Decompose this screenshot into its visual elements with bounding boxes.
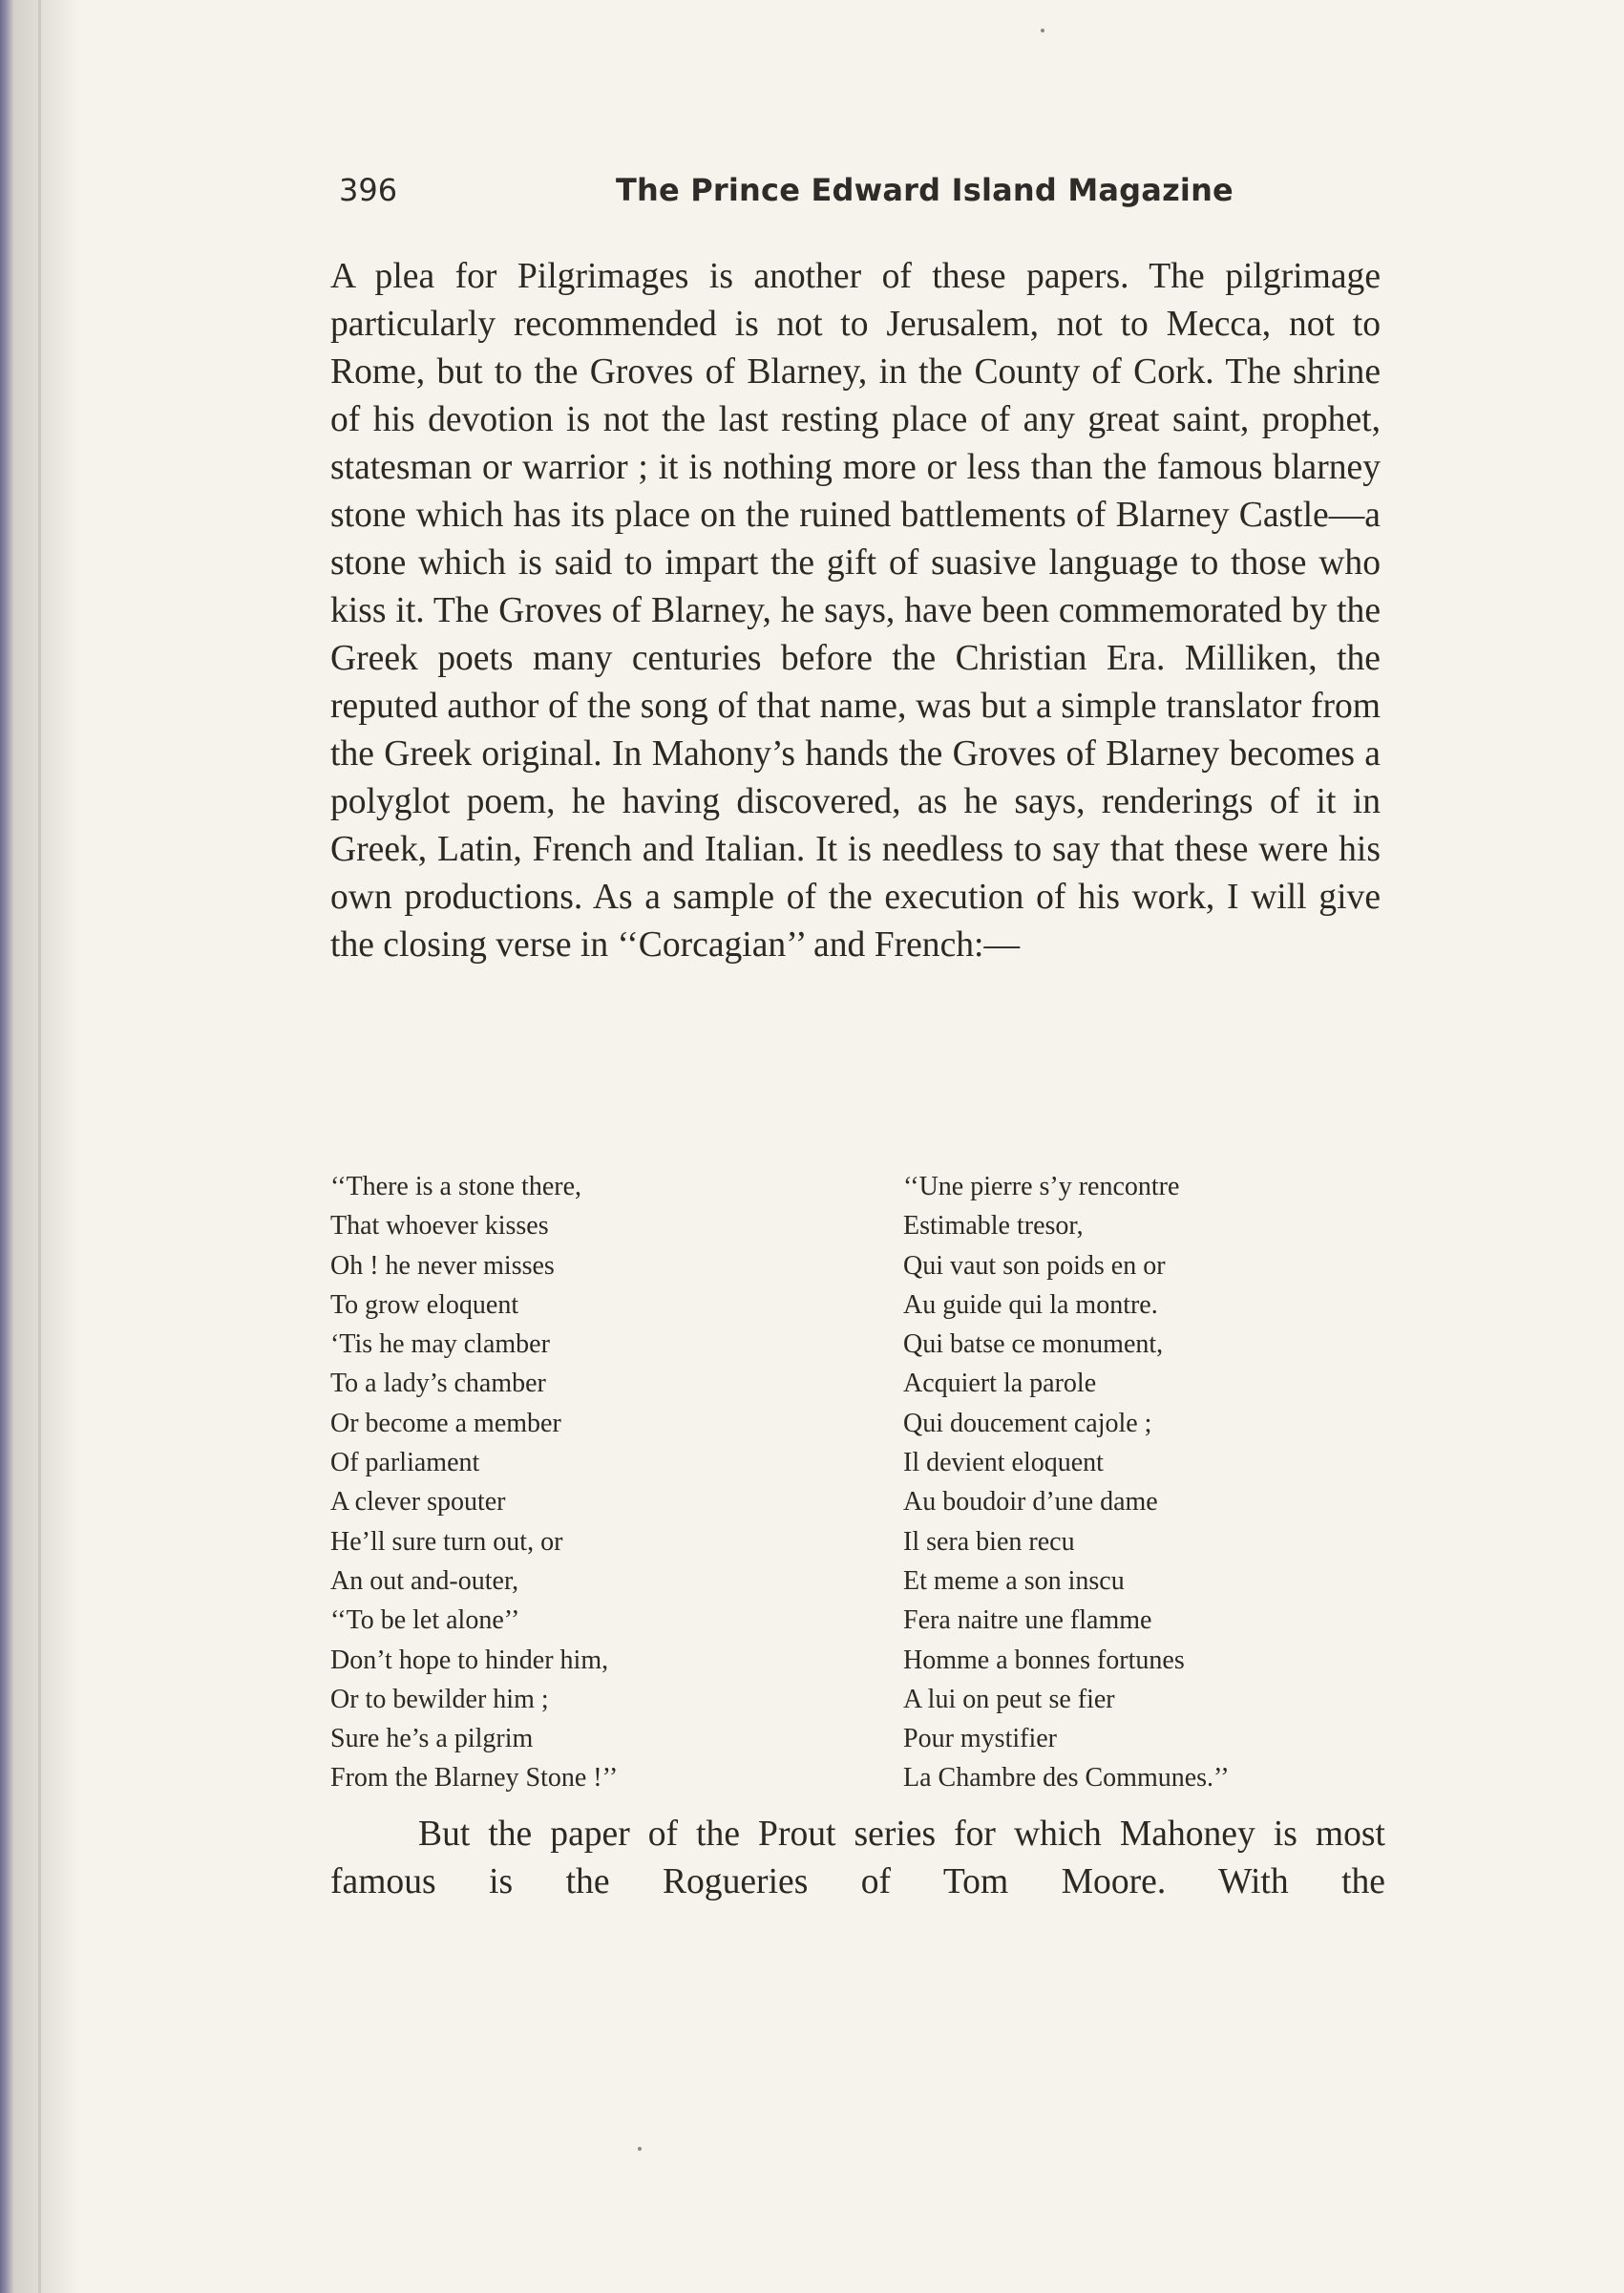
french-verse-line: Qui doucement cajole ; xyxy=(903,1408,1152,1438)
french-verse-line: Qui batse ce monument, xyxy=(903,1329,1164,1360)
french-verse-line: Au boudoir d’une dame xyxy=(903,1487,1158,1518)
french-verse-line: A lui on peut se fier xyxy=(903,1684,1115,1714)
closing-text xyxy=(330,1811,1385,1906)
french-verse-line: Homme a bonnes fortunes xyxy=(903,1645,1185,1675)
english-verse-line: That whoever kisses xyxy=(330,1211,549,1242)
french-verse-line: Il devient eloquent xyxy=(903,1448,1104,1478)
book-binding-edge xyxy=(0,0,13,2293)
english-verse-line: A clever spouter xyxy=(330,1487,506,1518)
english-verse-line: From the Blarney Stone !’’ xyxy=(330,1763,619,1794)
verse-english-column xyxy=(330,1167,618,1798)
english-verse-line: He’ll sure turn out, or xyxy=(330,1526,563,1557)
french-verse-line: Pour mystifier xyxy=(903,1724,1057,1754)
french-verse-line: Il sera bien recu xyxy=(903,1526,1075,1557)
english-verse-line: Of parliament xyxy=(330,1448,480,1478)
running-head xyxy=(339,172,1234,220)
paper-speck xyxy=(1041,29,1044,32)
french-verse-line: Estimable tresor, xyxy=(903,1211,1084,1242)
paragraph-rogueries: But the paper of the Prout series for which Mahoney is most famous is the Rogueries of Tom Moore. With the xyxy=(330,1815,1385,1901)
french-verse-line: Fera naitre une flamme xyxy=(903,1605,1152,1636)
page-fold-line xyxy=(38,0,41,2293)
english-verse-line: ‘‘There is a stone there, xyxy=(330,1172,582,1201)
french-verse-line: Qui vaut son poids en or xyxy=(903,1250,1166,1281)
english-verse-line: To grow eloquent xyxy=(330,1289,519,1320)
binding-shadow xyxy=(13,0,80,2293)
verse-french-column xyxy=(903,1167,1230,1798)
paper-speck xyxy=(638,2147,642,2151)
body-text xyxy=(330,253,1381,969)
french-verse-line: Et meme a son inscu xyxy=(903,1565,1125,1596)
page-number: 396 xyxy=(339,172,398,208)
magazine-title: The Prince Edward Island Magazine xyxy=(616,172,1234,208)
english-verse-line: To a lady’s chamber xyxy=(330,1369,546,1399)
english-verse-line: ‘‘To be let alone’’ xyxy=(330,1605,520,1636)
english-verse-line: Or become a member xyxy=(330,1408,561,1438)
english-verse-line: ‘Tis he may clamber xyxy=(330,1329,550,1360)
french-verse-line: Au guide qui la montre. xyxy=(903,1289,1158,1320)
french-verse-line: Acquiert la parole xyxy=(903,1369,1097,1399)
english-verse-line: An out and-outer, xyxy=(330,1565,519,1596)
french-verse-line: La Chambre des Communes.’’ xyxy=(903,1763,1230,1794)
paragraph-pilgrimages: A plea for Pilgrimages is another of these papers. The pilgrimage particularly recommended is not to Jerusalem, not to Mecca, not to Rome, but to the Groves of Blarney, in the County of Cork. The shrine of his devotion is not the last resting place of any great saint, prophet, statesman or warrior ; it is nothing more or less than the famous blarney stone which has its place on the ruined battlements of Blarney Castle—a stone which is said to impart the gift of suasive language to those who kiss it. The Groves of Blarney, he says, have been commemorated by the Greek poets many centuries before the Christian Era. Milliken, the reputed author of the song of that name, was but a simple translator from the Greek original. In Mahony’s hands the Groves of Blarney becomes a polyglot poem, he having discovered, as he says, renderings of it in Greek, Latin, French and Italian. It is needless to say that these were his own productions. As a sample of the execution of his work, I will give the closing verse in ‘‘Corcagian’’ and French:— xyxy=(330,257,1381,965)
french-verse-line: ‘‘Une pierre s’y rencontre xyxy=(903,1172,1180,1201)
english-verse-line: Oh ! he never misses xyxy=(330,1250,555,1281)
english-verse-line: Or to bewilder him ; xyxy=(330,1684,549,1714)
english-verse-line: Sure he’s a pilgrim xyxy=(330,1724,534,1754)
english-verse-line: Don’t hope to hinder him, xyxy=(330,1645,609,1675)
